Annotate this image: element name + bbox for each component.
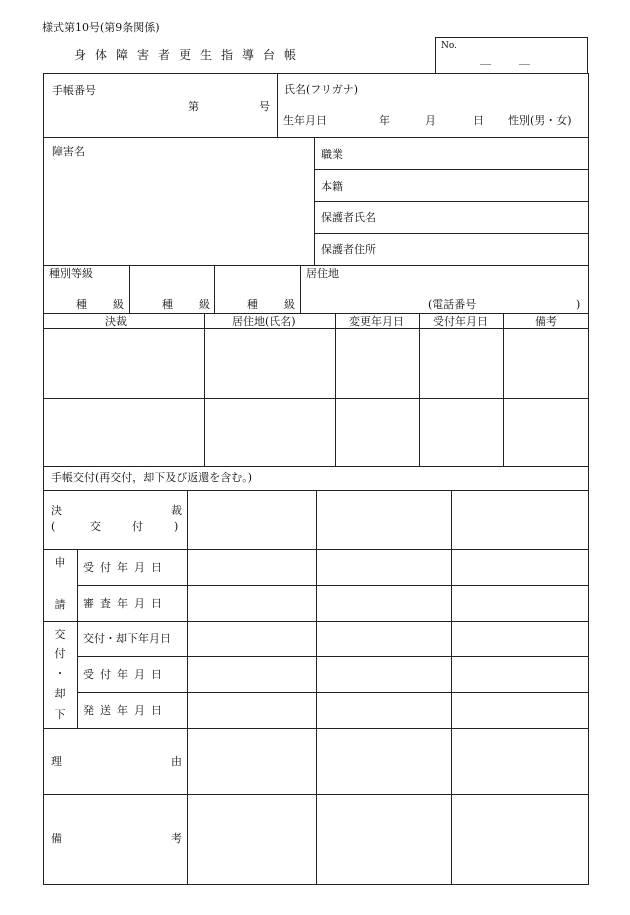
- dispatch-date-label: 発送年月日: [83, 704, 168, 717]
- decision-sai: 裁: [171, 504, 182, 517]
- domicile-label: 本籍: [321, 180, 343, 193]
- reason-yu: 由: [171, 755, 182, 768]
- paren-close: ): [174, 520, 179, 533]
- grade-shu-2: 種: [162, 298, 173, 311]
- divider: [129, 265, 130, 313]
- birth-year: 年: [379, 114, 390, 127]
- divider: [314, 169, 589, 170]
- divider: [43, 398, 589, 399]
- divider: [77, 585, 589, 586]
- issue-kou: 交: [90, 520, 101, 533]
- divider: [77, 656, 589, 657]
- divider: [77, 549, 78, 728]
- divider: [314, 233, 589, 234]
- divider: [43, 265, 589, 266]
- divider: [314, 201, 589, 202]
- col-header-change-date: 変更年月日: [349, 315, 404, 328]
- issue-reject-char-4: 却: [54, 687, 66, 700]
- birth-month: 月: [425, 114, 436, 127]
- occupation-label: 職業: [321, 148, 343, 161]
- receipt-date-label-2: 受付年月日: [83, 668, 168, 681]
- booklet-dai: 第: [188, 100, 199, 113]
- guardian-address-label: 保護者住所: [321, 243, 376, 256]
- remarks-bi: 備: [51, 832, 62, 845]
- divider: [419, 313, 420, 466]
- form-number: 様式第10号(第9条関係): [42, 21, 160, 34]
- booklet-go: 号: [259, 100, 270, 113]
- col-header-decision: 決裁: [105, 315, 127, 328]
- grade-kyu-2: 級: [199, 298, 210, 311]
- residence-label: 居住地: [306, 267, 339, 280]
- divider: [214, 265, 215, 313]
- divider: [43, 313, 589, 314]
- divider: [335, 313, 336, 466]
- col-header-receipt-date: 受付年月日: [433, 315, 488, 328]
- phone-label: (電話番号: [428, 298, 477, 311]
- issue-reject-char-5: 下: [54, 708, 66, 721]
- disability-label: 障害名: [52, 145, 85, 158]
- divider: [277, 73, 278, 137]
- issue-reject-date-label: 交付・却下年月日: [83, 632, 171, 645]
- birthdate-label: 生年月日: [283, 114, 327, 127]
- col-header-residence: 居住地(氏名): [232, 315, 296, 328]
- col-header-remarks: 備考: [535, 315, 557, 328]
- divider: [204, 313, 205, 466]
- divider: [43, 728, 589, 729]
- divider: [43, 137, 589, 138]
- receipt-date-label: 受付年月日: [83, 561, 168, 574]
- paren-open: (: [51, 520, 56, 533]
- divider: [43, 549, 589, 550]
- grade-label: 種別等級: [49, 267, 93, 280]
- divider: [77, 692, 589, 693]
- divider: [43, 328, 589, 329]
- issue-reject-char-3: ・: [54, 667, 66, 680]
- booklet-number-label: 手帳番号: [52, 84, 96, 97]
- divider: [43, 621, 589, 622]
- divider: [503, 313, 504, 466]
- application-char-2: 請: [54, 598, 66, 611]
- name-furigana-label: 氏名(フリガナ): [284, 83, 359, 96]
- divider: [43, 466, 589, 467]
- issue-fu: 付: [132, 520, 143, 533]
- grade-kyu-1: 級: [113, 298, 124, 311]
- no-blank: ＿ ＿: [480, 53, 532, 66]
- grade-kyu-3: 級: [284, 298, 295, 311]
- guardian-name-label: 保護者氏名: [321, 211, 376, 224]
- sex-label: 性別(男・女): [508, 114, 572, 127]
- issuance-heading: 手帳交付(再交付，却下及び返還を含む。): [51, 471, 253, 484]
- grade-shu-3: 種: [247, 298, 258, 311]
- phone-close: ): [576, 298, 581, 311]
- grade-shu-1: 種: [76, 298, 87, 311]
- no-label: No.: [441, 41, 457, 51]
- divider: [43, 794, 589, 795]
- divider: [300, 265, 301, 313]
- reason-ri: 理: [51, 755, 62, 768]
- issue-reject-char-1: 交: [54, 628, 66, 641]
- page-title: 身体障害者更生指導台帳: [74, 48, 306, 62]
- application-char-1: 申: [54, 556, 66, 569]
- issue-reject-char-2: 付: [54, 647, 66, 660]
- remarks-kou: 考: [171, 832, 182, 845]
- decision-ketsu: 決: [51, 504, 62, 517]
- birth-day: 日: [473, 114, 484, 127]
- review-date-label: 審査年月日: [83, 597, 168, 610]
